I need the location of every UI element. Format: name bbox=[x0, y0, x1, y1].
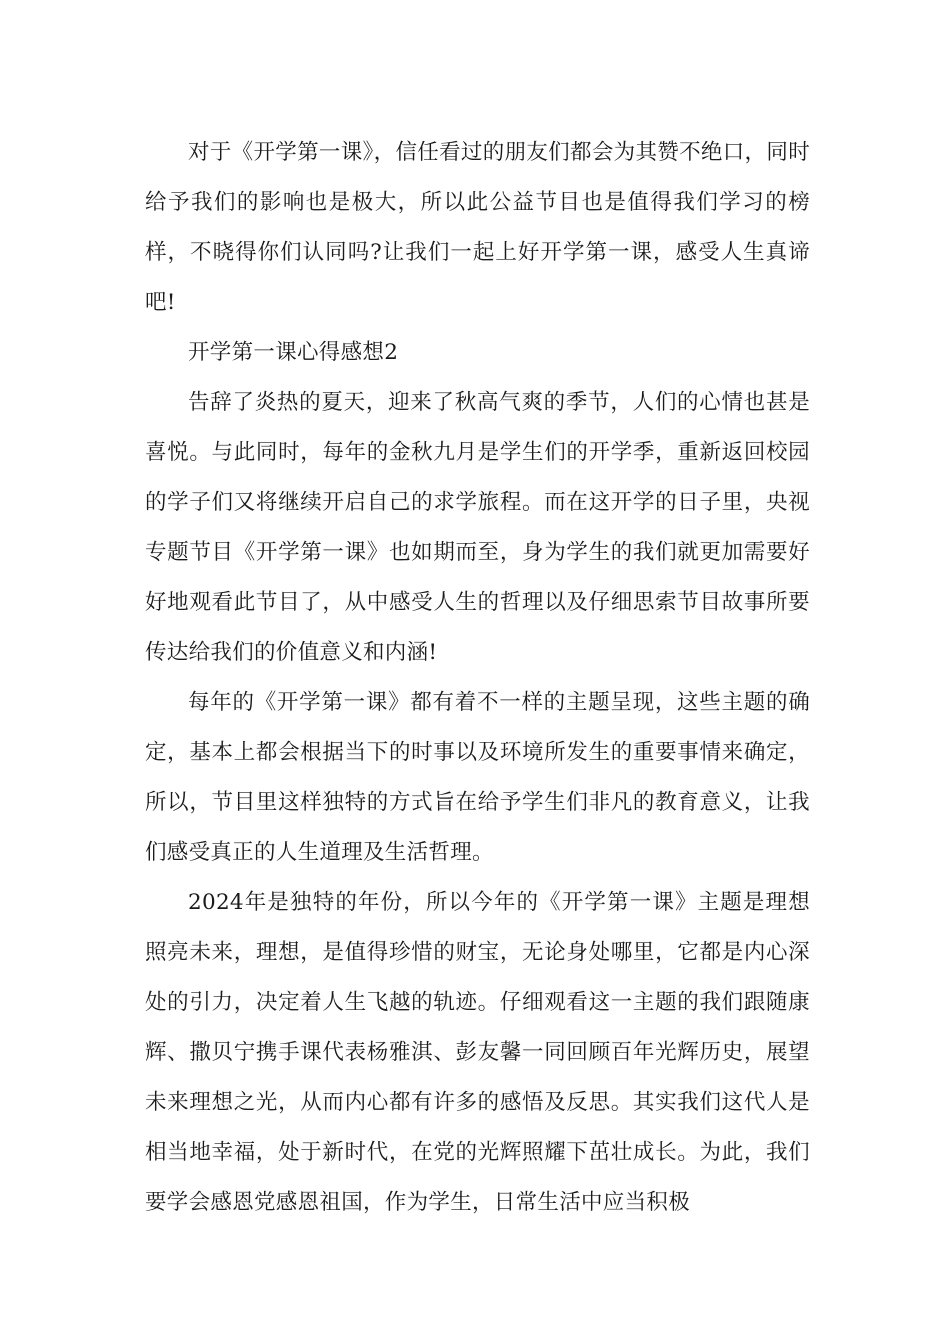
paragraph-3: 每年的《开学第一课》都有着不一样的主题呈现，这些主题的确定，基本上都会根据当下的时事以及环境所发生的重要事情来确定，所以，节目里这样独特的方式旨在给予学生们非凡的教育意义，让我们感受真正的人生道理及生活哲理。 bbox=[145, 690, 810, 865]
paragraph-4: 2024年是独特的年份，所以今年的《开学第一课》主题是理想照亮未来，理想，是值得珍惜的财宝，无论身处哪里，它都是内心深处的引力，决定着人生飞越的轨迹。仔细观看这一主题的我们跟随康辉、撒贝宁携手课代表杨雅淇、彭友馨一同回顾百年光辉历史，展望未来理想之光，从而内心都有许多的感悟及反思。其实我们这代人是相当地幸福，处于新时代，在党的光辉照耀下茁壮成长。为此，我们要学会感恩党感恩祖国，作为学生，日常生活中应当积极 bbox=[145, 890, 810, 1215]
document-body bbox=[145, 128, 810, 1228]
section-heading: 开学第一课心得感想2 bbox=[188, 340, 399, 365]
paragraph-1: 对于《开学第一课》，信任看过的朋友们都会为其赞不绝口，同时给予我们的影响也是极大，所以此公益节目也是值得我们学习的榜样，不晓得你们认同吗?让我们一起上好开学第一课，感受人生真谛吧! bbox=[145, 140, 810, 315]
paragraph-2: 告辞了炎热的夏天，迎来了秋高气爽的季节，人们的心情也甚是喜悦。与此同时，每年的金秋九月是学生们的开学季，重新返回校园的学子们又将继续开启自己的求学旅程。而在这开学的日子里，央视专题节目《开学第一课》也如期而至，身为学生的我们就更加需要好好地观看此节目了，从中感受人生的哲理以及仔细思索节目故事所要传达给我们的价值意义和内涵! bbox=[145, 390, 810, 665]
